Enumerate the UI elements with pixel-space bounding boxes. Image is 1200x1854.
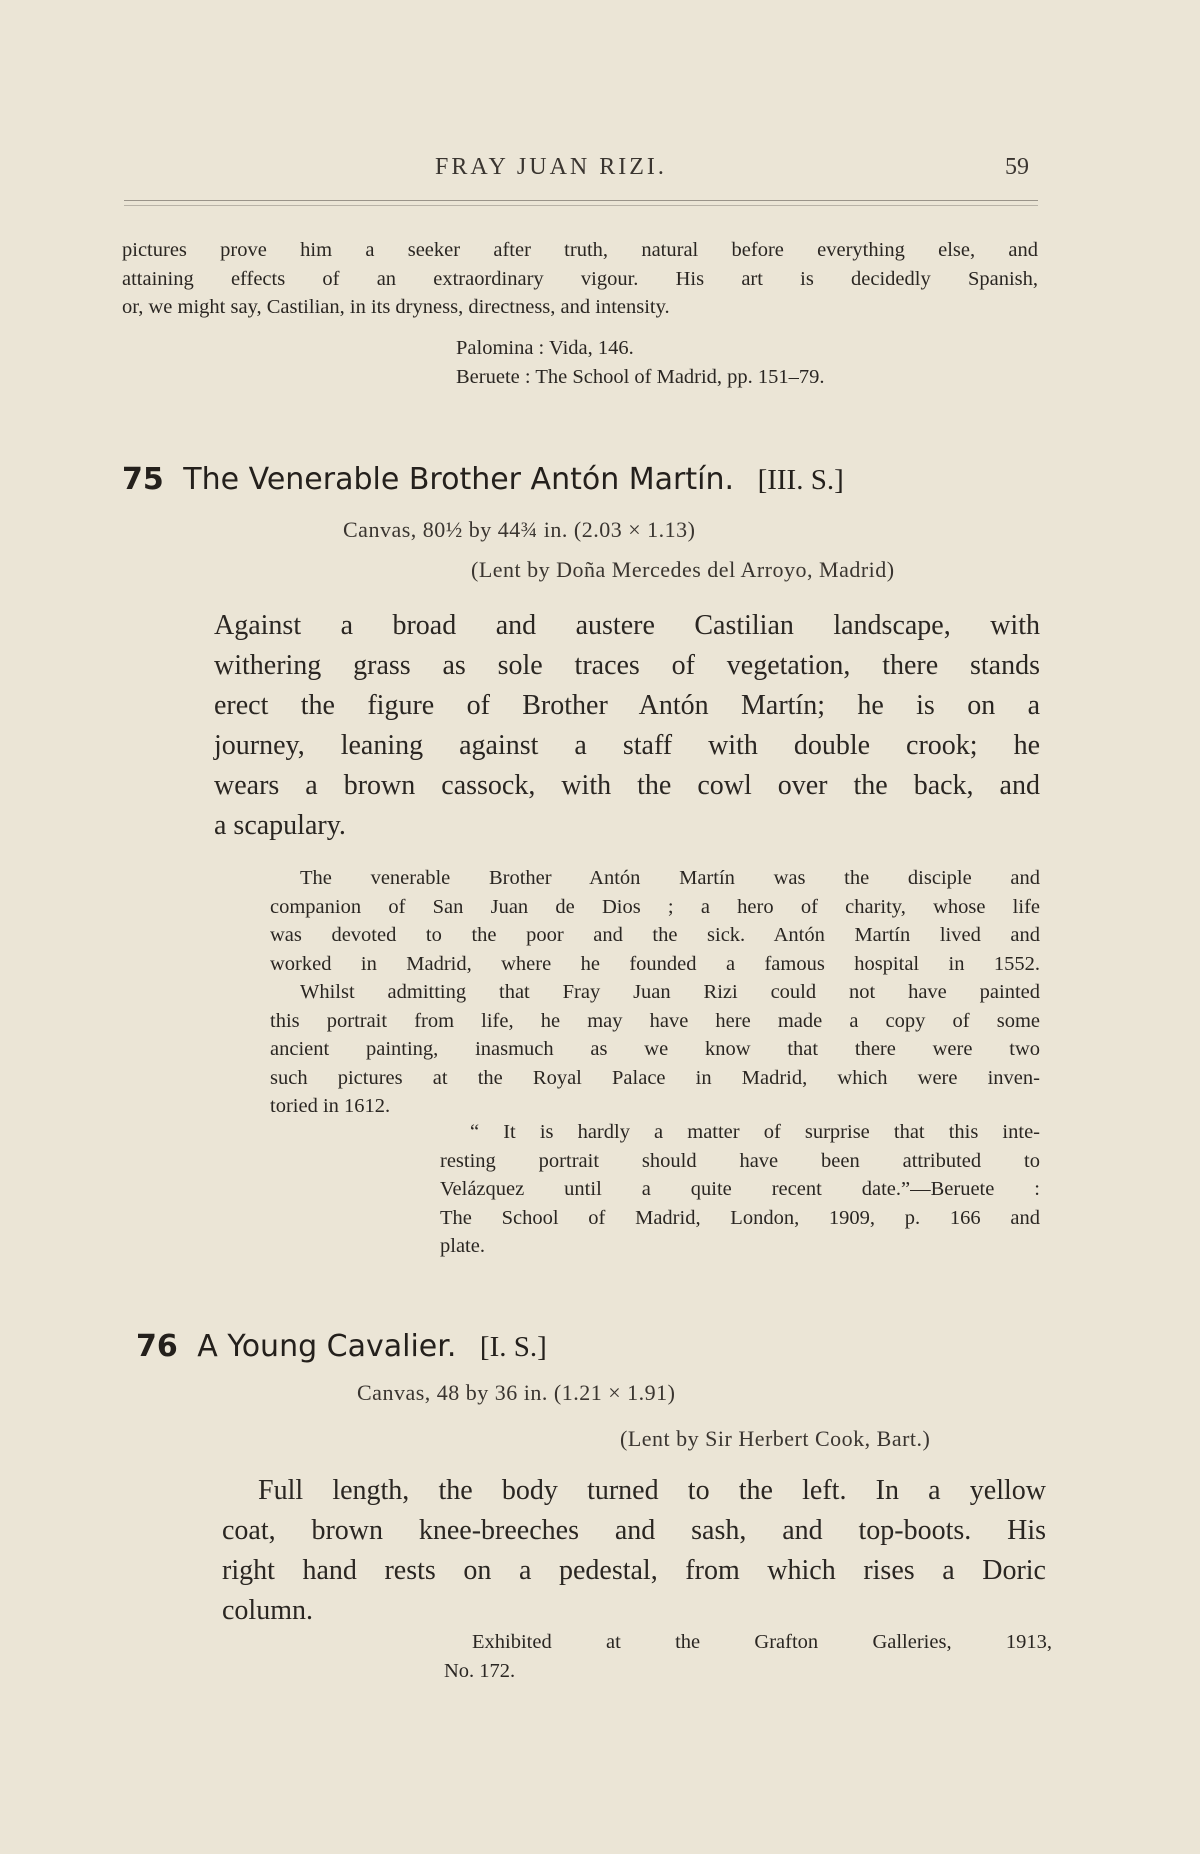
intro-paragraph xyxy=(122,236,1038,322)
description-line: wears a brown cassock, with the cowl over the back, and xyxy=(214,770,1040,801)
entry-grade: [I. S.] xyxy=(479,1331,547,1363)
description-line: Full length, the body turned to the left. In a yellow xyxy=(258,1475,1046,1506)
entry-76-exhibited xyxy=(444,1628,1052,1685)
entry-76-medium: Canvas, 48 by 36 in. (1.21 × 1.91) xyxy=(357,1380,676,1405)
quote-line: The School of Madrid, London, 1909, p. 166 and xyxy=(440,1206,1040,1229)
note-line: ancient painting, inasmuch as we know that there were two xyxy=(270,1038,1040,1060)
note-line: Whilst admitting that Fray Juan Rizi could not have painted xyxy=(300,981,1040,1003)
entry-grade: [III. S.] xyxy=(757,464,844,496)
note-line: worked in Madrid, where he founded a famous hospital in 1552. xyxy=(270,952,1040,975)
header-rule-secondary xyxy=(124,205,1038,206)
entry-title: The Venerable Brother Antón Martín. xyxy=(183,462,735,497)
entry-75-description xyxy=(214,606,1040,846)
entry-75-lender: (Lent by Doña Mercedes del Arroyo, Madrid) xyxy=(471,557,895,582)
quote-line: Velázquez until a quite recent date.”—Beruete : xyxy=(440,1178,1040,1200)
exhibited-line: Exhibited at the Grafton Galleries, 1913, xyxy=(472,1631,1052,1653)
entry-76-description xyxy=(222,1471,1046,1631)
reference-beruete: Beruete : The School of Madrid, pp. 151–79. xyxy=(456,365,825,388)
intro-line: pictures prove him a seeker after truth, natural before everything else, and xyxy=(122,239,1038,261)
description-line: erect the figure of Brother Antón Martín; he is on a xyxy=(214,690,1040,721)
quote-line: “ It is hardly a matter of surprise that this inte- xyxy=(470,1121,1040,1143)
entry-75-medium: Canvas, 80½ by 44¾ in. (2.03 × 1.13) xyxy=(343,517,696,542)
entry-76-lender: (Lent by Sir Herbert Cook, Bart.) xyxy=(620,1426,931,1451)
reference-palomina: Palomina : Vida, 146. xyxy=(456,337,634,359)
description-line: Against a broad and austere Castilian landscape, with xyxy=(214,610,1040,641)
note-line: companion of San Juan de Dios ; a hero of charity, whose life xyxy=(270,895,1040,918)
quote-line: resting portrait should have been attributed to xyxy=(440,1149,1040,1172)
description-line: withering grass as sole traces of vegetation, there stands xyxy=(214,650,1040,681)
entry-75-note xyxy=(270,864,1040,1121)
description-line: column. xyxy=(222,1595,313,1626)
description-line: coat, brown knee-breeches and sash, and top-boots. His xyxy=(222,1515,1046,1546)
intro-references xyxy=(456,334,825,391)
running-title: FRAY JUAN RIZI. xyxy=(435,154,667,180)
page-number: 59 xyxy=(1005,154,1029,180)
entry-75-quote xyxy=(440,1118,1040,1261)
note-line: was devoted to the poor and the sick. Antón Martín lived and xyxy=(270,924,1040,946)
note-line: toried in 1612. xyxy=(270,1095,391,1117)
description-line: a scapulary. xyxy=(214,810,346,841)
entry-number: 76 xyxy=(136,1329,178,1364)
entry-76-heading xyxy=(136,1329,547,1364)
description-line: journey, leaning against a staff with double crook; he xyxy=(214,730,1040,761)
description-line: right hand rests on a pedestal, from which rises a Doric xyxy=(222,1555,1046,1586)
note-line: such pictures at the Royal Palace in Madrid, which were inven- xyxy=(270,1066,1040,1089)
exhibited-line: No. 172. xyxy=(444,1659,516,1682)
quote-line: plate. xyxy=(440,1235,485,1257)
note-line: The venerable Brother Antón Martín was the disciple and xyxy=(300,867,1040,889)
note-line: this portrait from life, he may have here made a copy of some xyxy=(270,1009,1040,1032)
intro-line: attaining effects of an extraordinary vigour. His art is decidedly Spanish, xyxy=(122,267,1038,290)
entry-title: A Young Cavalier. xyxy=(197,1329,457,1364)
entry-number: 75 xyxy=(122,462,164,497)
entry-75-heading xyxy=(122,462,844,497)
header-rule xyxy=(124,200,1038,201)
intro-line: or, we might say, Castilian, in its dryness, directness, and intensity. xyxy=(122,296,670,318)
